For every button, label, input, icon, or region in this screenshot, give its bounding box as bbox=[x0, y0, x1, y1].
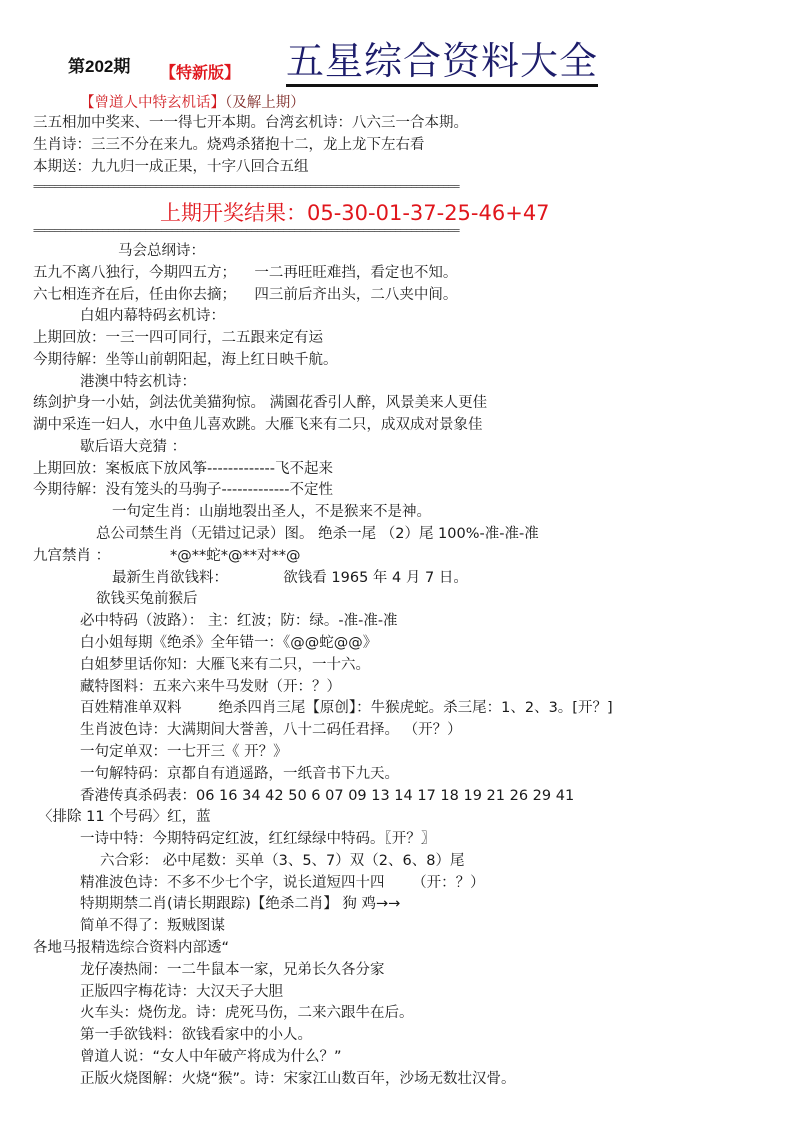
content-line: 百姓精准单双料 绝杀四肖三尾【原创】：牛猴虎蛇。杀三尾：1、2、3。[开？] bbox=[80, 700, 613, 716]
content-line: 各地马报精选综合资料内部透“ bbox=[33, 940, 230, 956]
content-line: 上期回放：一三一四可同行，二五跟来定有运 bbox=[33, 330, 323, 346]
content-line: 一诗中特：今期特码定红波，红红绿绿中特码。〖开？〗 bbox=[80, 831, 436, 847]
intro-line: 本期送：九九归一成正果，十字八回合五组 bbox=[33, 159, 309, 175]
content-line: 欲钱买兔前猴后 bbox=[96, 591, 198, 607]
content-line: 上期回放：案板底下放风筝-------------飞不起来 bbox=[33, 461, 334, 477]
content-line: 香港传真杀码表：06 16 34 42 50 6 07 09 13 14 17 18 19 21 26 29 41 bbox=[80, 788, 575, 804]
divider-top: ================================================================================ bbox=[33, 181, 459, 193]
content-line: 总公司禁生肖（无错过记录）图。 绝杀一尾 （2）尾 100%-准-准-准 bbox=[96, 526, 539, 542]
divider-bottom: ================================================================================ bbox=[33, 225, 459, 237]
content-line: 五九不离八独行，今期四五方； 一二再旺旺难挡，看定也不知。 bbox=[33, 265, 458, 281]
intro-line: 生肖诗：三三不分在来九。烧鸡杀猪抱十二，龙上龙下左右看 bbox=[33, 137, 425, 153]
intro-line: 三五相加中奖来、一一得七开本期。台湾玄机诗：八六三一合本期。 bbox=[33, 115, 468, 131]
subtitle-main: 【曾道人中特玄机话】 bbox=[80, 95, 225, 111]
content-line: 特期期禁二肖(请长期跟踪)【绝杀二肖】 狗 鸡→→ bbox=[80, 896, 401, 912]
content-line: 湖中采连一妇人，水中鱼儿喜欢跳。大雁飞来有二只，成双成对景象佳 bbox=[33, 417, 483, 433]
content-line: 练剑护身一小姑，剑法优美猫狗惊。 满園花香引人醉，风景美来人更佳 bbox=[33, 395, 488, 411]
issue-number: 第202期 bbox=[68, 57, 131, 76]
content-line: 正版火烧图解：火烧“猴”。诗：宋家江山数百年，沙场无数壮汉骨。 bbox=[80, 1071, 516, 1087]
content-line: 最新生肖欲钱料： 欲钱看 1965 年 4 月 7 日。 bbox=[112, 570, 468, 586]
content-line: 今期待解：没有笼头的马驹子-------------不定性 bbox=[33, 482, 334, 498]
content-line: 歇后语大竞猜 ： bbox=[80, 439, 187, 455]
draw-result bbox=[160, 197, 550, 227]
content-line: 简单不得了：叛贼图谋 bbox=[80, 918, 225, 934]
subtitle-paren: （及解上期） bbox=[225, 95, 305, 111]
content-line: 生肖波色诗：大满期间大誉善，八十二码任君择。 （开？） bbox=[80, 722, 462, 738]
content-line: 火车头：烧伤龙。诗：虎死马伤，二来六跟牛在后。 bbox=[80, 1005, 414, 1021]
content-line: 龙仔凑热闹：一二牛鼠本一家，兄弟长久各分家 bbox=[80, 962, 385, 978]
content-line: 白姐梦里话你知：大雁飞来有二只，一十六。 bbox=[80, 657, 370, 673]
draw-result-numbers: 05-30-01-37-25-46+47 bbox=[307, 201, 550, 225]
content-line: 白姐内幕特码玄机诗： bbox=[80, 308, 225, 324]
draw-result-label: 上期开奖结果： bbox=[160, 201, 307, 225]
content-line: 六七相连齐在后，任由你去摘； 四三前后齐出头，二八夹中间。 bbox=[33, 287, 458, 303]
content-line: 曾道人说：“女人中年破产将成为什么？” bbox=[80, 1049, 342, 1065]
content-line: 藏特图料：五来六来牛马发财（开：？） bbox=[80, 679, 341, 695]
page-title: 五星综合资料大全 bbox=[286, 40, 598, 87]
content-line: 今期待解：坐等山前朝阳起，海上红日映千航。 bbox=[33, 352, 338, 368]
content-line: 正版四字梅花诗：大汉天子大胆 bbox=[80, 984, 283, 1000]
content-line: 必中特码（波路）： 主：红波；防：绿。-准-准-准 bbox=[80, 613, 398, 629]
content-line: 马会总纲诗： bbox=[118, 243, 205, 259]
content-line: 一句解特码：京都自有逍遥路，一纸音书下九天。 bbox=[80, 766, 399, 782]
content-line: 〈排除 11 个号码〉红，蓝 bbox=[38, 809, 211, 825]
content-line: 一句定单双：一七开三《 开？》 bbox=[80, 744, 288, 760]
content-line: 港澳中特玄机诗： bbox=[80, 374, 196, 390]
content-line: 精准波色诗：不多不少七个字，说长道短四十四 （开：？） bbox=[80, 875, 485, 891]
edition-badge: 【特新版】 bbox=[160, 63, 241, 82]
content-line: 九宫禁肖 ： *@**蛇*@**对**@ bbox=[33, 548, 301, 564]
subtitle bbox=[80, 91, 305, 112]
content-line: 六合彩： 必中尾数：买单（3、5、7）双（2、6、8）尾 bbox=[100, 853, 465, 869]
content-line: 白小姐每期《绝杀》全年错一：《@@蛇@@》 bbox=[80, 635, 378, 651]
content-line: 第一手欲钱料：欲钱看家中的小人。 bbox=[80, 1027, 312, 1043]
content-line: 一句定生肖：山崩地裂出圣人，不是猴来不是神。 bbox=[112, 504, 431, 520]
